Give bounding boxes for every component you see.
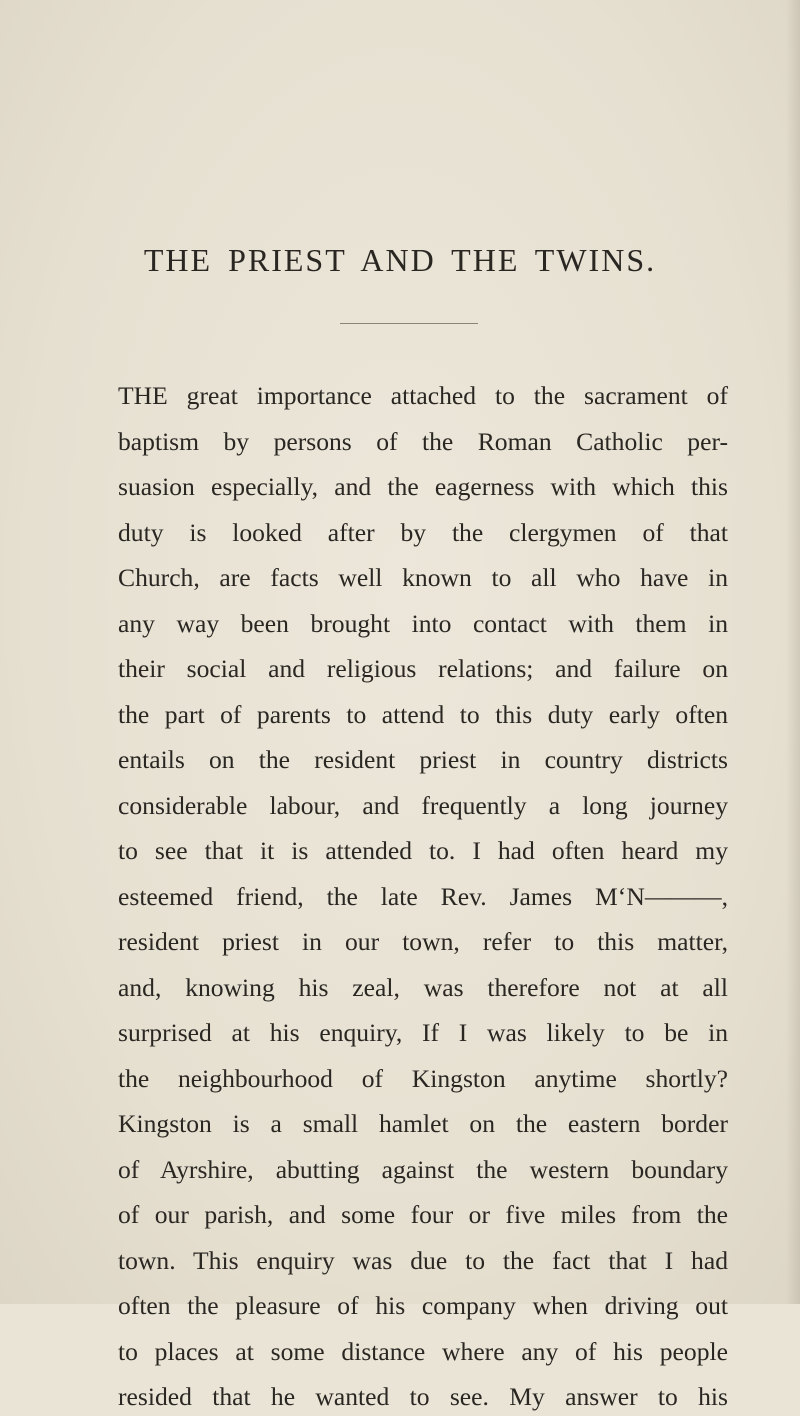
text-line: any way been brought into contact with them in [118,608,728,638]
text-line: resident priest in our town, refer to this matter, [118,927,728,956]
text-line: duty is looked after by the clergymen of that [118,517,728,547]
text-line: suasion especially, and the eagerness with which this [118,472,728,501]
text-line: and, knowing his zeal, was therefore not at all [118,972,728,1002]
text-line: baptism by persons of the Roman Catholic per- [118,426,728,456]
text-line: town. This enquiry was due to the fact that I had [118,1245,728,1275]
text-line: of Ayrshire, abutting against the western boundary [118,1154,728,1184]
text-line: the part of parents to attend to this duty early often [118,699,728,729]
text-line: the neighbourhood of Kingston anytime shortly? [118,1063,728,1093]
text-line: considerable labour, and frequently a long journey [118,790,728,820]
chapter-title: THE PRIEST AND THE TWINS. [143,242,657,278]
text-line: to see that it is attended to. I had often heard my [118,836,728,865]
text-line: esteemed friend, the late Rev. James M‘N———, [118,881,728,911]
text-line: THE great importance attached to the sacrament of [118,381,728,410]
text-line: Church, are facts well known to all who have in [118,563,728,592]
text-line: often the pleasure of his company when driving out [118,1291,728,1320]
text-line: entails on the resident priest in country districts [118,745,728,774]
page-edge-shadow [786,0,800,1304]
text-line: to places at some distance where any of his people [118,1336,728,1366]
text-line: of our parish, and some four or five miles from the [118,1200,728,1229]
text-line: Kingston is a small hamlet on the eastern border [118,1109,728,1138]
text-line: resided that he wanted to see. My answer to his [118,1382,728,1411]
title-divider [340,323,478,324]
text-line: surprised at his enquiry, If I was likely to be in [118,1018,728,1047]
text-line: their social and religious relations; and failure on [118,654,728,683]
